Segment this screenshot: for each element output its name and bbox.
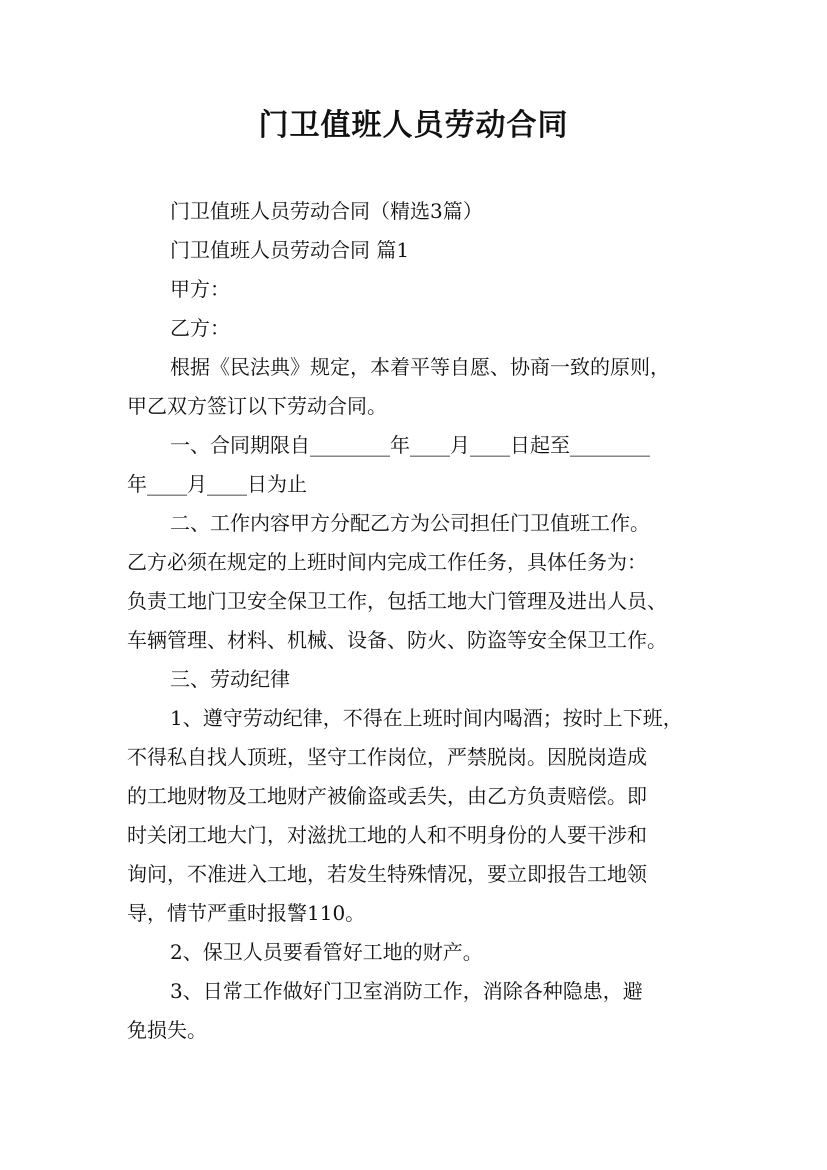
- subtitle-line: 门卫值班人员劳动合同（精选3篇）: [170, 199, 483, 223]
- paragraph-line: 2、保卫人员要看管好工地的财产。: [170, 940, 483, 964]
- paragraph-line: 1、遵守劳动纪律，不得在上班时间内喝酒；按时上下班，: [170, 706, 683, 730]
- paragraph-line: 一、合同期限自________年____月____日起至________: [170, 433, 650, 457]
- paragraph-line: 3、日常工作做好门卫室消防工作，消除各种隐患，避: [170, 979, 643, 1003]
- paragraph-line: 时关闭工地大门，对滋扰工地的人和不明身份的人要干涉和: [127, 823, 647, 847]
- paragraph-line: 免损失。: [127, 1018, 207, 1042]
- paragraph-line: 甲乙双方签订以下劳动合同。: [127, 394, 387, 418]
- paragraph-line: 导，情节严重时报警110。: [127, 901, 366, 925]
- paragraph-line: 不得私自找人顶班，坚守工作岗位，严禁脱岗。因脱岗造成: [127, 745, 647, 769]
- paragraph-line: 乙方必须在规定的上班时间内完成工作任务，具体任务为：: [127, 550, 647, 574]
- paragraph-line: 车辆管理、材料、机械、设备、防火、防盗等安全保卫工作。: [127, 628, 667, 652]
- document-title: 门卫值班人员劳动合同: [258, 108, 569, 143]
- paragraph-line: 负责工地门卫安全保卫工作，包括工地大门管理及进出人员、: [127, 589, 667, 613]
- paragraph-line: 年____月____日为止: [127, 472, 307, 496]
- section-heading-line: 门卫值班人员劳动合同 篇1: [170, 238, 410, 262]
- party-a-line: 甲方：: [170, 277, 230, 301]
- paragraph-line: 二、工作内容甲方分配乙方为公司担任门卫值班工作。: [170, 511, 650, 535]
- paragraph-line: 根据《民法典》规定，本着平等自愿、协商一致的原则，: [170, 355, 670, 379]
- section-heading-line: 三、劳动纪律: [170, 667, 290, 691]
- paragraph-line: 的工地财物及工地财产被偷盗或丢失，由乙方负责赔偿。即: [127, 784, 647, 808]
- party-b-line: 乙方：: [170, 316, 230, 340]
- paragraph-line: 询问，不准进入工地，若发生特殊情况，要立即报告工地领: [127, 862, 647, 886]
